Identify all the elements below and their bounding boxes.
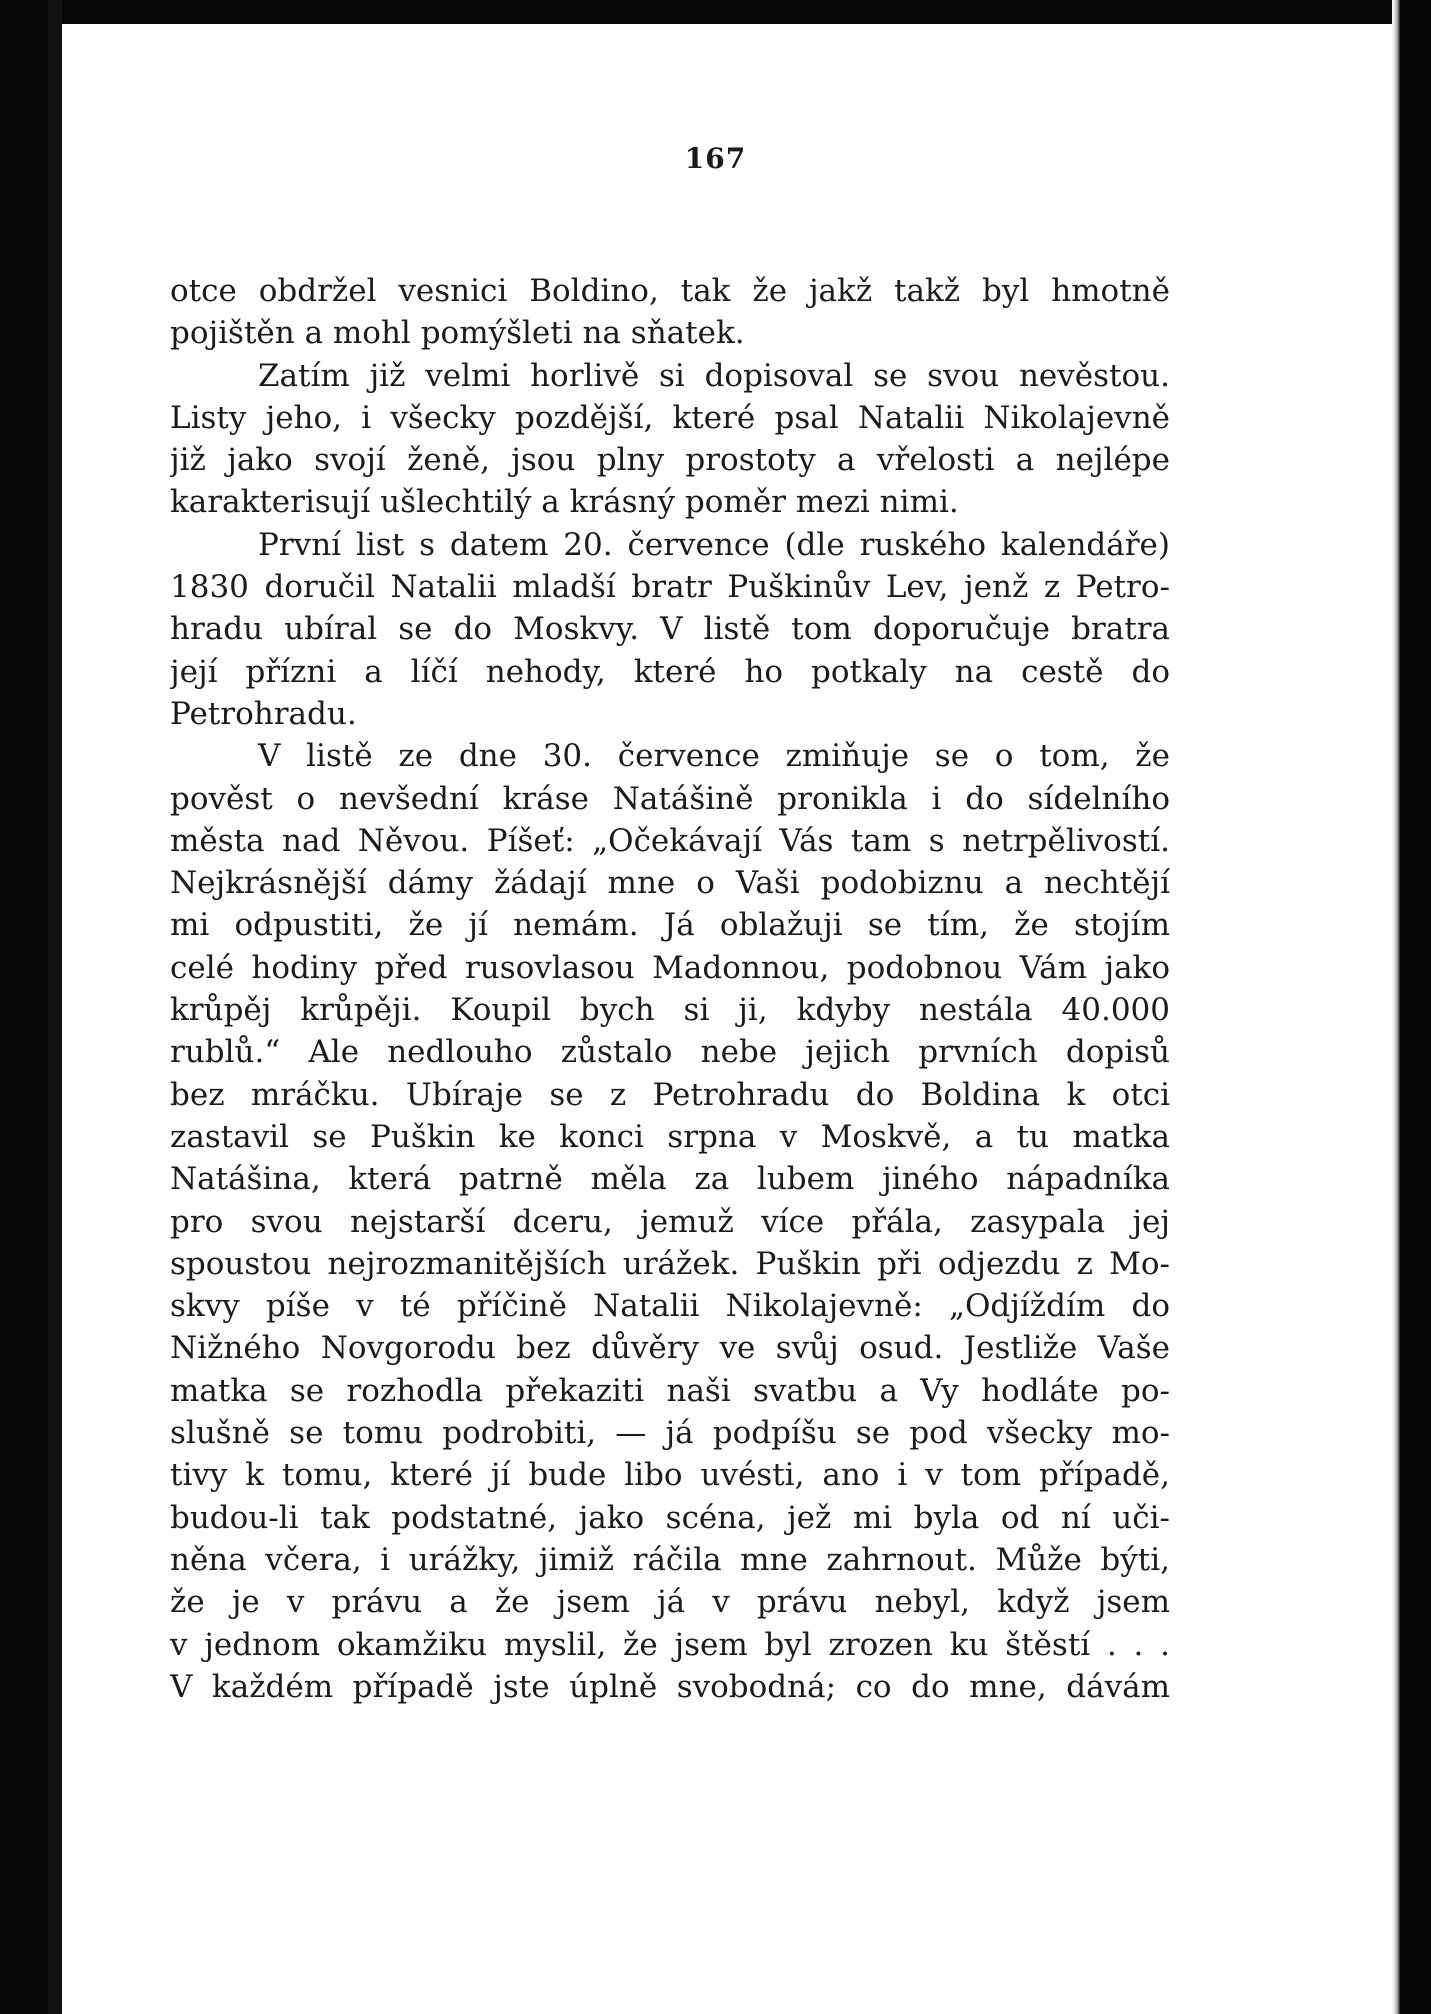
text-line: mi odpustiti, že jí nemám. Já oblažuji se tím, že stojím [170, 907, 1170, 944]
text-line: hradu ubíral se do Moskvy. V listě tom doporučuje bratra [170, 611, 1170, 648]
text-line: V každém případě jste úplně svobodná; co do mne, dávám [170, 1668, 1170, 1705]
text-line: že je v právu a že jsem já v právu nebyl, když jsem [170, 1584, 1170, 1621]
text-line: celé hodiny před rusovlasou Madonnou, podobnou Vám jako [170, 949, 1170, 986]
scan-border-top [0, 0, 1431, 24]
body-text [170, 270, 1170, 1708]
text-line: rublů.“ Ale nedlouho zůstalo nebe jejich prvních dopisů [170, 1034, 1170, 1071]
text-line: skvy píše v té příčině Natalii Nikolajevně: „Odjíždím do [170, 1288, 1170, 1325]
text-line: Petrohradu. [170, 695, 357, 732]
page-number: 167 [684, 142, 747, 175]
text-line: otce obdržel vesnici Boldino, tak že jakž takž byl hmotně [170, 273, 1170, 309]
text-line: První list s datem 20. července (dle ruského kalendáře) [258, 526, 1170, 563]
text-line: spoustou nejrozmanitějších urážek. Puškin při odjezdu z Mo- [170, 1245, 1170, 1282]
text-line: matka se rozhodla překaziti naši svatbu a Vy hodláte po- [170, 1372, 1170, 1409]
text-line: V listě ze dne 30. července zmiňuje se o tom, že [258, 738, 1170, 775]
text-line: bez mráčku. Ubíraje se z Petrohradu do Boldina k otci [170, 1076, 1170, 1113]
text-line: Listy jeho, i všecky pozdější, které psal Natalii Nikolajevně [170, 399, 1170, 436]
text-line: města nad Něvou. Píšeť: „Očekávají Vás tam s netrpělivostí. [170, 822, 1170, 859]
text-line: pojištěn a mohl pomýšleti na sňatek. [170, 315, 745, 352]
text-line: v jednom okamžiku myslil, že jsem byl zrozen ku štěstí . . . [170, 1626, 1170, 1663]
text-line: krůpěj krůpěji. Koupil bych si ji, kdyby nestála 40.000 [170, 992, 1170, 1029]
text-line: pro svou nejstarší dceru, jemuž více přála, zasypala jej [170, 1203, 1170, 1240]
text-line: karakterisují ušlechtilý a krásný poměr mezi nimi. [170, 484, 959, 521]
text-line: Natášina, která patrně měla za lubem jiného nápadníka [170, 1161, 1170, 1198]
text-line: Zatím již velmi horlivě si dopisoval se svou nevěstou. [258, 357, 1170, 394]
text-line: Nejkrásnější dámy žádají mne o Vaši podobiznu a nechtějí [170, 865, 1170, 902]
text-line: 1830 doručil Natalii mladší bratr Puškinův Lev, jenž z Petro- [170, 569, 1170, 606]
text-line: pověst o nevšední kráse Natášině pronikla i do sídelního [170, 780, 1170, 817]
text-line: Nižného Novgorodu bez důvěry ve svůj osud. Jestliže Vaše [170, 1330, 1170, 1367]
scan-border-left-inner [48, 0, 62, 2014]
text-line: něna včera, i urážky, jimiž ráčila mne zahrnout. Může býti, [170, 1541, 1170, 1578]
text-line: zastavil se Puškin ke konci srpna v Moskvě, a tu matka [170, 1118, 1170, 1155]
text-line: již jako svojí ženě, jsou plny prostoty a vřelosti a nejlépe [170, 442, 1170, 479]
scan-border-right [1400, 0, 1431, 2014]
text-line: slušně se tomu podrobiti, — já podpíšu se pod všecky mo- [170, 1415, 1170, 1452]
text-line: tivy k tomu, které jí bude libo uvésti, ano i v tom případě, [170, 1457, 1170, 1494]
scan-border-right-shadow [1392, 0, 1400, 2014]
text-line: budou-li tak podstatné, jako scéna, jež mi byla od ní uči- [170, 1499, 1170, 1536]
text-line: její přízni a líčí nehody, které ho potkaly na cestě do [170, 653, 1170, 690]
